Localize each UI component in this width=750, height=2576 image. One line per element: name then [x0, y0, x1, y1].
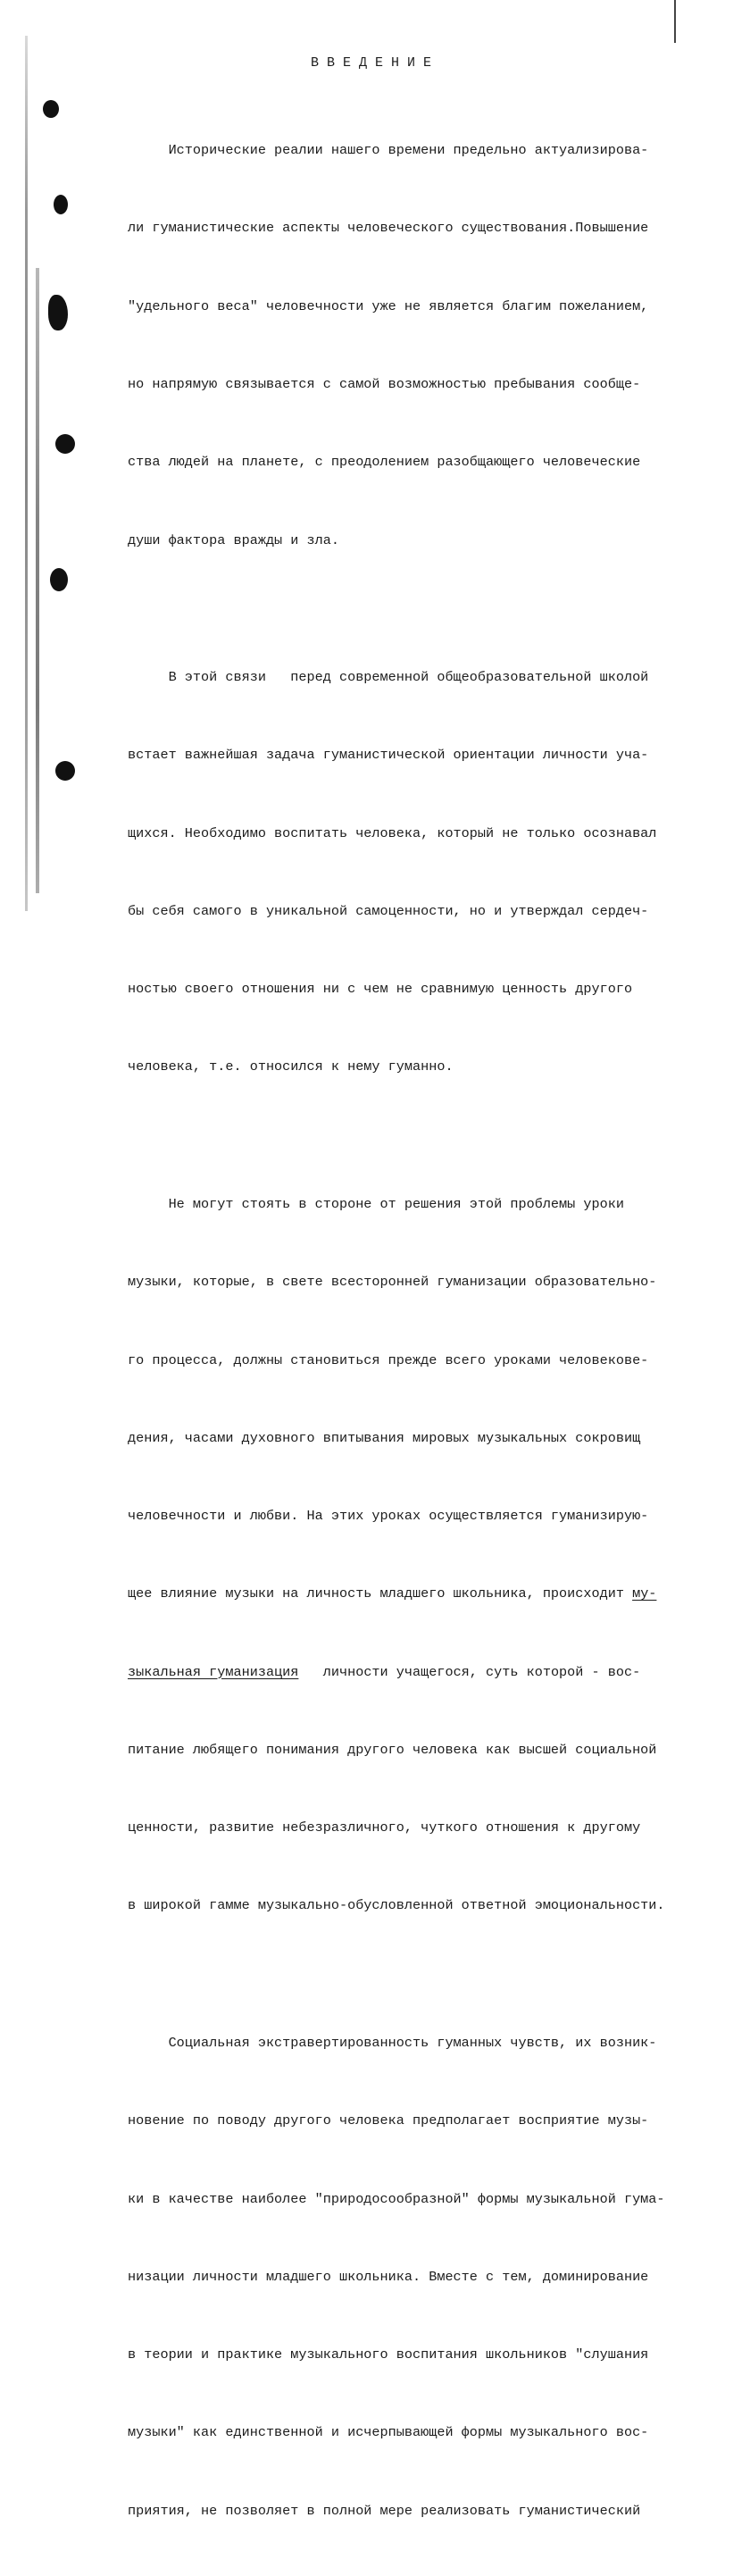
- text-line: бы себя самого в уникальной самоценности, но и утверждал сердеч-: [128, 902, 649, 919]
- page-edge-mark: [674, 0, 676, 43]
- punch-hole: [54, 195, 68, 214]
- text-line-with-underline: [128, 1660, 699, 1685]
- text-line: новение по поводу другого человека предполагает восприятие музы-: [128, 2112, 649, 2129]
- text-line: щихся. Необходимо воспитать человека, который не только осознавал: [128, 824, 657, 841]
- text-line: встает важнейшая задача гуманистической ориентации личности уча-: [128, 747, 649, 764]
- punch-hole: [55, 761, 75, 781]
- text-line: ностью своего отношения ни с чем не сравнимую ценность другого: [128, 981, 633, 998]
- text-line: в широкой гамме музыкально-обусловленной ответной эмоциональности.: [128, 1897, 665, 1914]
- punch-hole: [43, 100, 59, 118]
- text-line: го процесса, должны становиться прежде всего уроками человекове-: [128, 1351, 649, 1368]
- text-line: ли гуманистические аспекты человеческого существования.Повышение: [128, 220, 649, 237]
- text-line: низации личности младшего школьника. Вместе с тем, доминирование: [128, 2268, 649, 2285]
- page-title: ВВЕДЕНИЕ: [310, 55, 439, 71]
- text-line: "удельного веса" человечности уже не является благим пожеланием,: [128, 297, 649, 314]
- text-line: Не могут стоять в стороне от решения этой проблемы уроки: [128, 1195, 624, 1212]
- text-line: ства людей на планете, с преодолением разобщающего человеческие: [128, 454, 641, 471]
- punch-hole: [50, 568, 68, 591]
- body-text: [128, 86, 699, 2576]
- text-line: человечности и любви. На этих уроках осуществляется гуманизирую-: [128, 1508, 649, 1525]
- text-line: человека, т.е. относился к нему гуманно.: [128, 1058, 454, 1075]
- text-line: Социальная экстравертированность гуманных чувств, их возник-: [128, 2034, 657, 2051]
- text-segment: личности учащегося, суть которой - вос-: [298, 1663, 641, 1680]
- text-line: приятия, не позволяет в полной мере реализовать гуманистический: [128, 2502, 641, 2519]
- text-segment: щее влияние музыки на личность младшего школьника, происходит: [128, 1585, 633, 1602]
- text-line: души фактора вражды и зла.: [128, 531, 339, 548]
- punch-hole: [48, 295, 68, 330]
- text-line: В этой связи перед современной общеобразовательной школой: [128, 669, 649, 686]
- underlined-text: зыкальная гуманизация: [128, 1663, 299, 1680]
- text-line-with-underline: [128, 1581, 699, 1607]
- text-line: музыки" как единственной и исчерпывающей формы музыкального вос-: [128, 2424, 649, 2441]
- text-line: дения, часами духовного впитывания мировых музыкальных сокровищ: [128, 1429, 641, 1446]
- text-line: но напрямую связывается с самой возможностью пребывания сообще-: [128, 376, 641, 393]
- text-line: в теории и практике музыкального воспитания школьников "слушания: [128, 2346, 649, 2363]
- binding-shadow-inner: [36, 268, 39, 893]
- text-line: ки в качестве наиболее "природосообразной" формы музыкальной гума-: [128, 2190, 665, 2207]
- underlined-text: му-: [632, 1585, 657, 1602]
- binding-shadow: [25, 36, 28, 911]
- text-line: Исторические реалии нашего времени предельно актуализирова-: [128, 142, 649, 159]
- text-line: питание любящего понимания другого человека как высшей социальной: [128, 1741, 657, 1758]
- text-line: ценности, развитие небезразличного, чуткого отношения к другому: [128, 1819, 641, 1836]
- text-line: музыки, которые, в свете всесторонней гуманизации образовательно-: [128, 1274, 657, 1291]
- punch-hole: [55, 434, 75, 454]
